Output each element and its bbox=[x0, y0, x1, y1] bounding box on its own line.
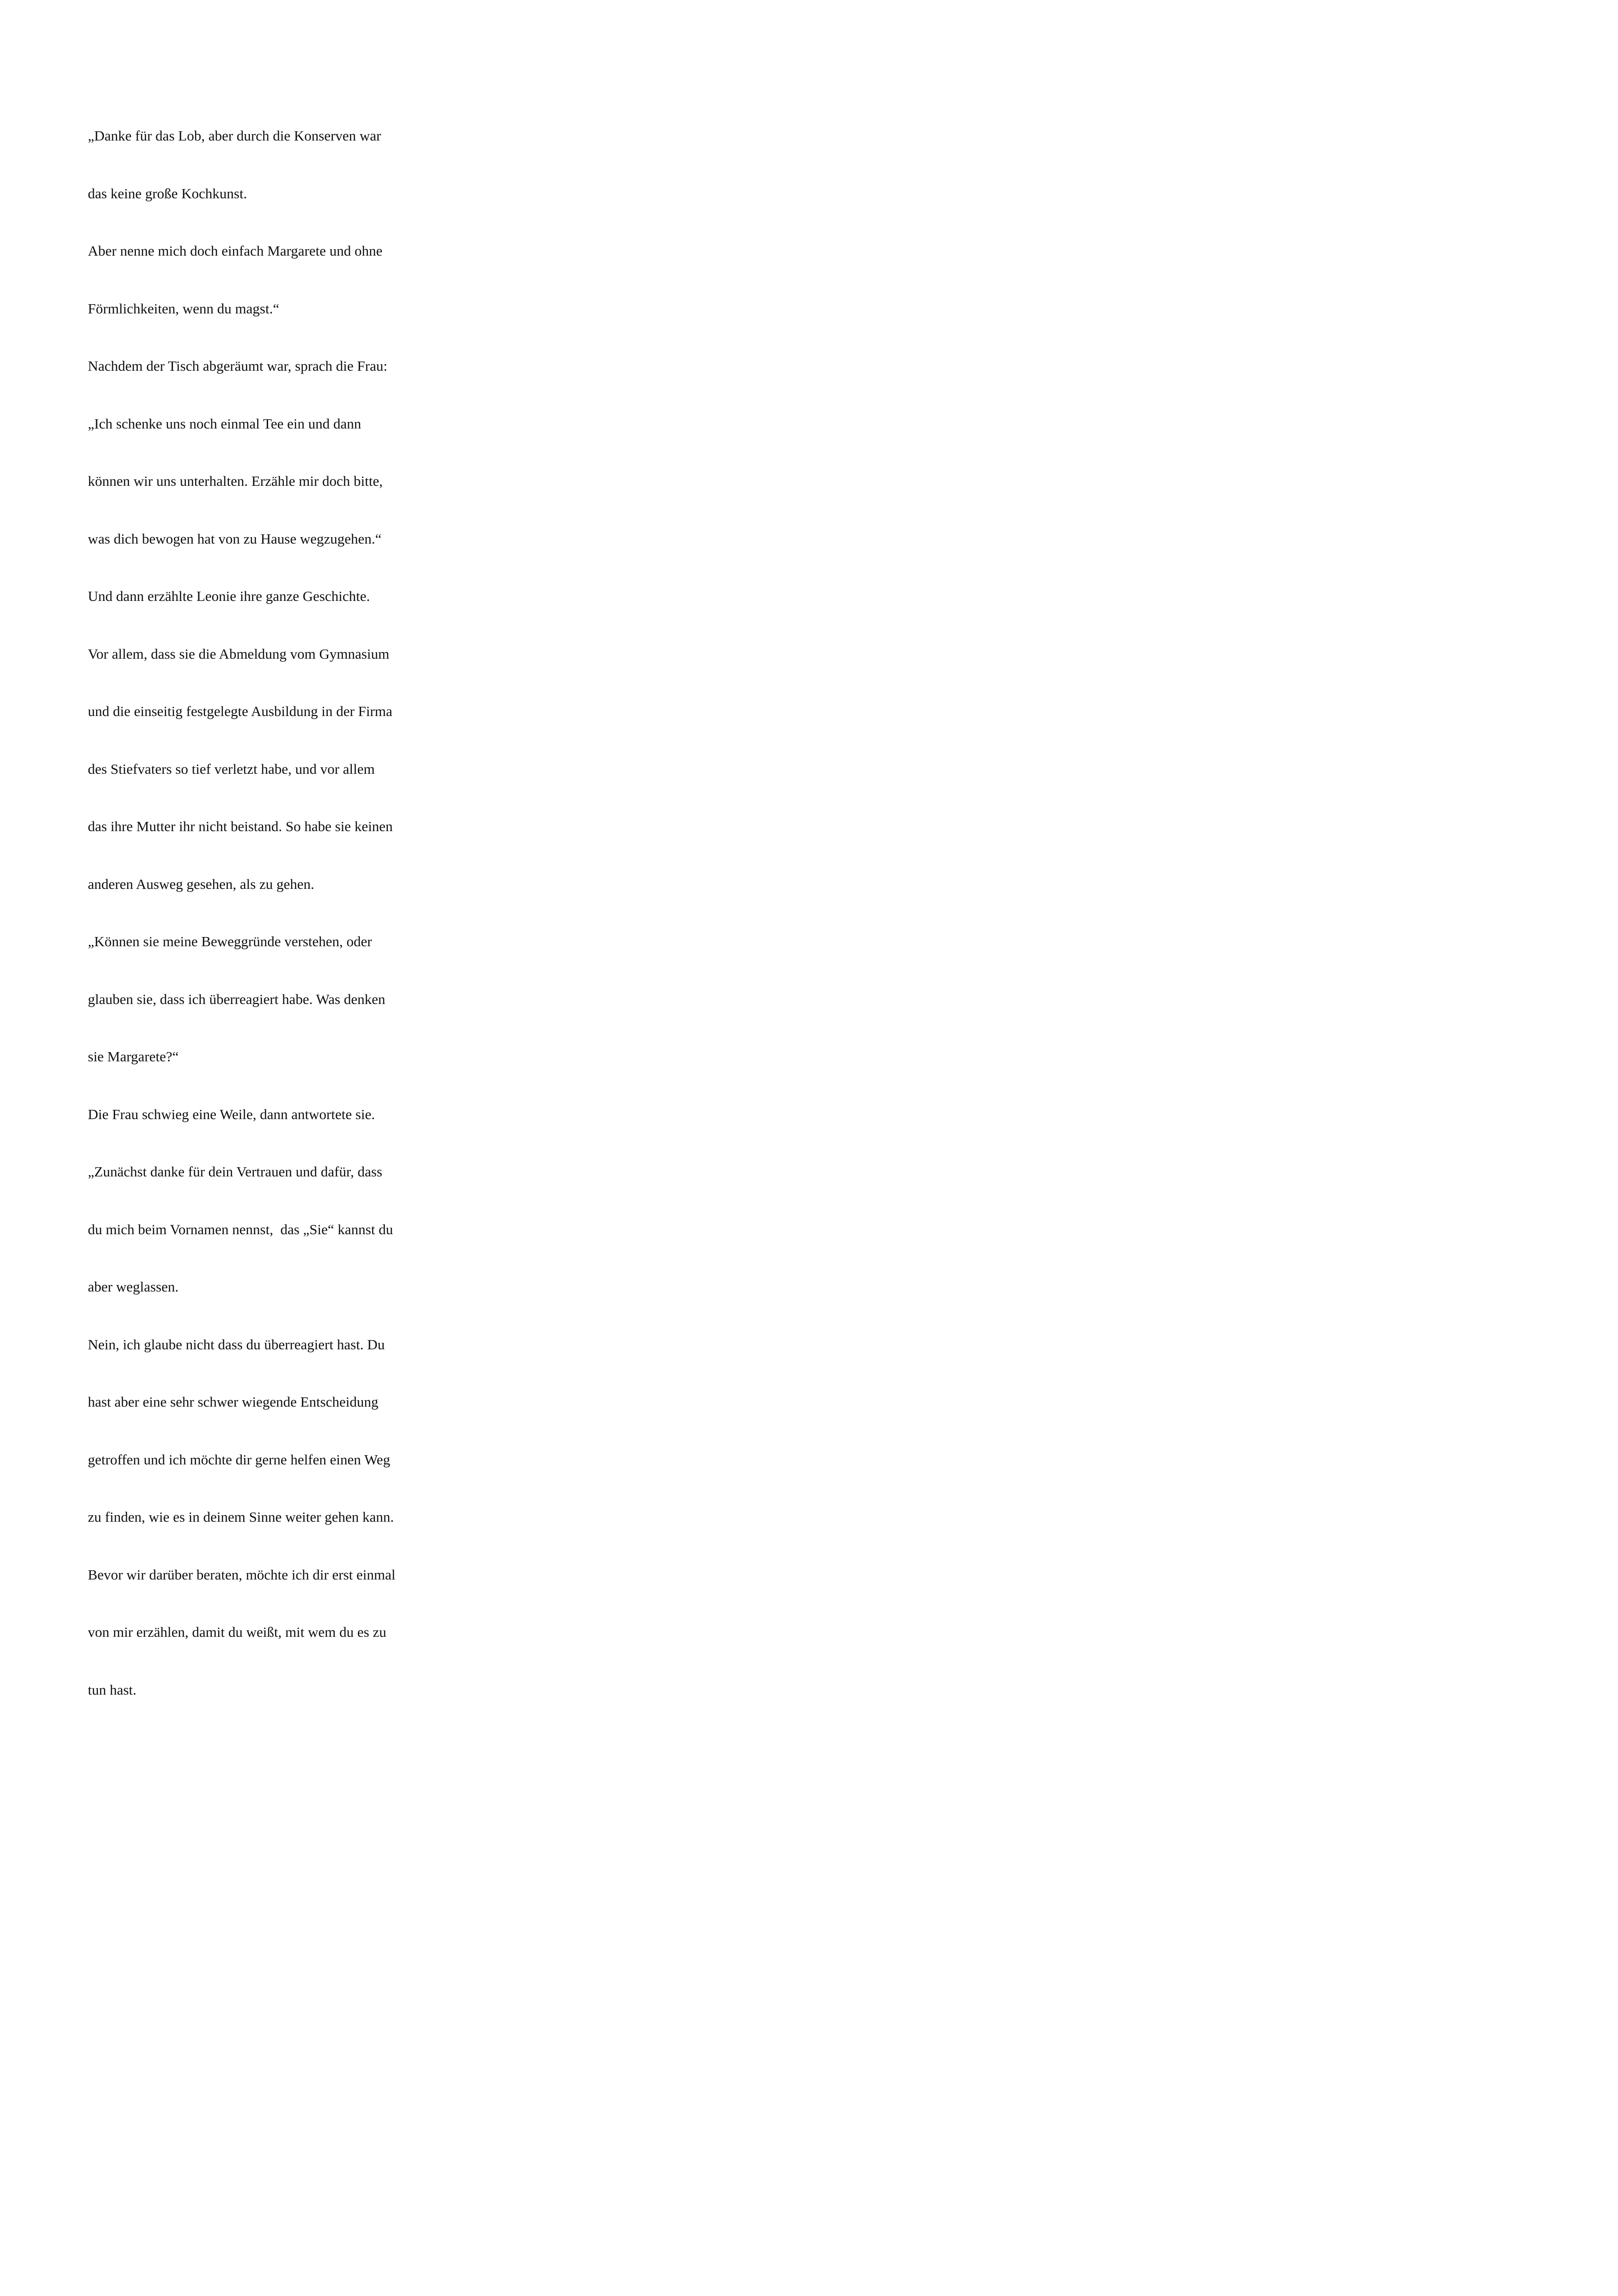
text-line: „Danke für das Lob, aber durch die Konserven war bbox=[88, 128, 381, 144]
text-line: „Ich schenke uns noch einmal Tee ein und dann bbox=[88, 415, 362, 432]
text-line: hast aber eine sehr schwer wiegende Entscheidung bbox=[88, 1394, 379, 1410]
text-line: das keine große Kochkunst. bbox=[88, 185, 247, 202]
text-line: „Können sie meine Beweggründe verstehen, oder bbox=[88, 933, 372, 949]
text-line: und die einseitig festgelegte Ausbildung in der Firma bbox=[88, 703, 392, 719]
text-line: Vor allem, dass sie die Abmeldung vom Gymnasium bbox=[88, 645, 390, 662]
body-text bbox=[88, 88, 439, 1738]
document-page bbox=[0, 0, 509, 1698]
text-line: Aber nenne mich doch einfach Margarete und ohne bbox=[88, 243, 383, 259]
text-line: Förmlichkeiten, wenn du magst.“ bbox=[88, 300, 280, 317]
text-line: aber weglassen. bbox=[88, 1279, 179, 1295]
text-line: Nein, ich glaube nicht dass du überreagiert hast. Du bbox=[88, 1336, 385, 1353]
text-line: Und dann erzählte Leonie ihre ganze Geschichte. bbox=[88, 588, 370, 604]
text-line: anderen Ausweg gesehen, als zu gehen. bbox=[88, 876, 314, 892]
text-line: tun hast. bbox=[88, 1681, 137, 1698]
text-line: glauben sie, dass ich überreagiert habe. Was denken bbox=[88, 991, 386, 1007]
text-line: Bevor wir darüber beraten, möchte ich dir erst einmal bbox=[88, 1566, 396, 1583]
text-line: können wir uns unterhalten. Erzähle mir doch bitte, bbox=[88, 473, 383, 489]
text-line: du mich beim Vornamen nennst, das „Sie“ kannst du bbox=[88, 1221, 393, 1237]
text-line: das ihre Mutter ihr nicht beistand. So habe sie keinen bbox=[88, 818, 393, 834]
text-line: Nachdem der Tisch abgeräumt war, sprach die Frau: bbox=[88, 358, 387, 374]
text-line: Die Frau schwieg eine Weile, dann antwortete sie. bbox=[88, 1106, 375, 1122]
text-line: des Stiefvaters so tief verletzt habe, und vor allem bbox=[88, 760, 375, 777]
text-line: getroffen und ich möchte dir gerne helfen einen Weg bbox=[88, 1451, 390, 1468]
text-line: was dich bewogen hat von zu Hause wegzugehen.“ bbox=[88, 530, 382, 547]
text-line: sie Margarete?“ bbox=[88, 1048, 179, 1065]
text-line: „Zunächst danke für dein Vertrauen und dafür, dass bbox=[88, 1163, 382, 1180]
text-line: zu finden, wie es in deinem Sinne weiter gehen kann. bbox=[88, 1509, 394, 1525]
text-line: von mir erzählen, damit du weißt, mit wem du es zu bbox=[88, 1624, 386, 1640]
